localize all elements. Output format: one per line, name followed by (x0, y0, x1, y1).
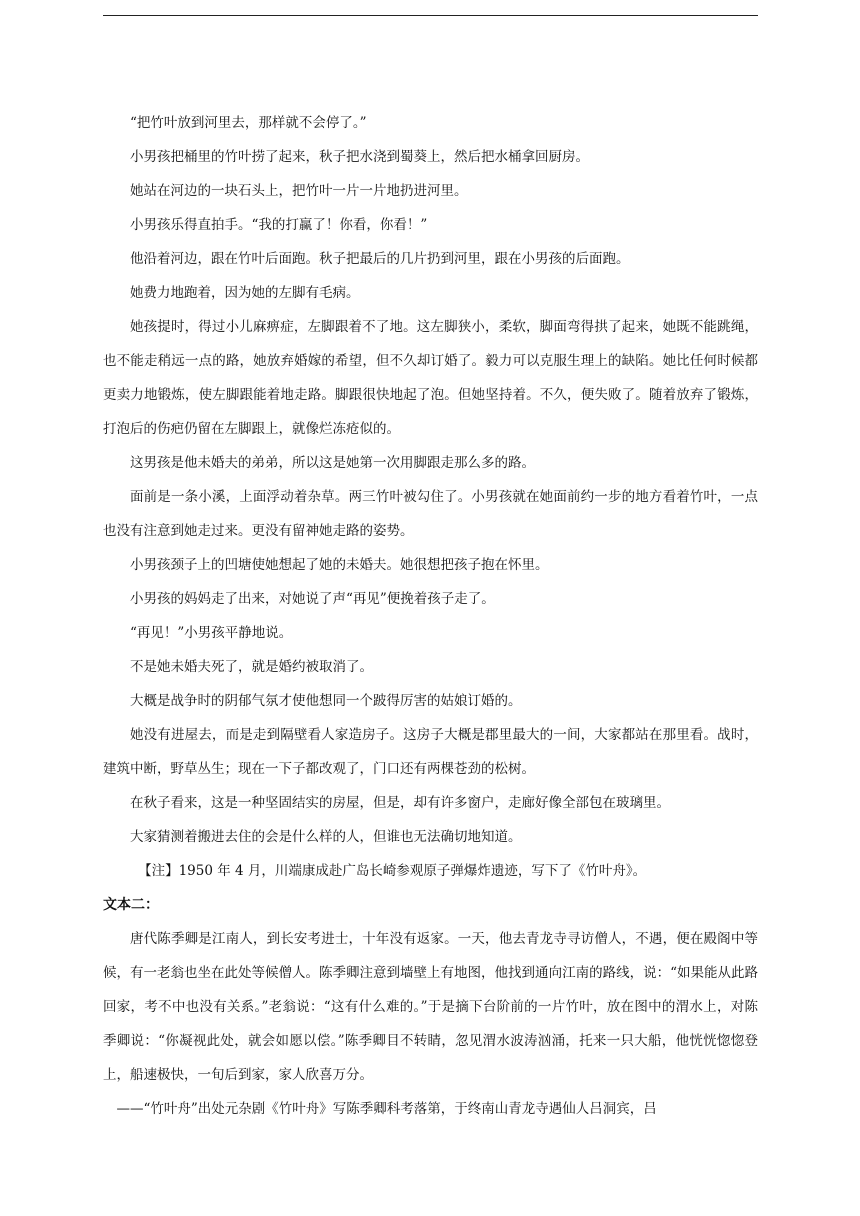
paragraph: 唐代陈季卿是江南人，到长安考进士，十年没有返家。一天，他去青龙寺寻访僧人，不遇，便在殿阁中等候，有一老翁也坐在此处等候僧人。陈季卿注意到墙壁上有地图，他找到通向江南的路线，说：“如果能从此路回家，考不中也没有关系。”老翁说：“这有什么难的。”于是摘下台阶前的一片竹叶，放在图中的渭水上，对陈季卿说：“你凝视此处，就会如愿以偿。”陈季卿目不转睛，忽见渭水波涛汹涌，托来一只大船，他恍恍惚惚登上，船速极快，一旬后到家，家人欣喜万分。 (103, 931, 758, 1083)
section-heading: 文本二： (103, 897, 159, 913)
paragraph: “再见！”小男孩平静地说。 (130, 625, 293, 641)
source-note: ——“竹叶舟”出处元杂剧《竹叶舟》写陈季卿科考落第，于终南山青龙寺遇仙人吕洞宾，吕 (116, 1101, 657, 1117)
paragraph: 小男孩的妈妈走了出来，对她说了声“再见”便挽着孩子走了。 (130, 591, 495, 607)
paragraph: 他沿着河边，跟在竹叶后面跑。秋子把最后的几片扔到河里，跟在小男孩的后面跑。 (130, 251, 630, 267)
paragraph: 面前是一条小溪，上面浮动着杂草。两三竹叶被勾住了。小男孩就在她面前约一步的地方看着竹叶，一点也没有注意到她走过来。更没有留神她走路的姿势。 (103, 489, 758, 539)
footnote: 【注】1950 年 4 月，川端康成赴广岛长崎参观原子弹爆炸遗迹，写下了《竹叶舟》。 (138, 863, 647, 879)
paragraph: “把竹叶放到河里去，那样就不会停了。” (130, 115, 367, 131)
paragraph: 她费力地跑着，因为她的左脚有毛病。 (130, 285, 360, 301)
paragraph: 小男孩颈子上的凹塘使她想起了她的未婚夫。她很想把孩子抱在怀里。 (130, 557, 549, 573)
paragraph: 大概是战争时的阴郁气氛才使他想同一个跛得厉害的姑娘订婚的。 (130, 693, 522, 709)
paragraph: 不是她未婚夫死了，就是婚约被取消了。 (130, 659, 373, 675)
paragraph: 她孩提时，得过小儿麻痹症，左脚跟着不了地。这左脚狭小，柔软，脚面弯得拱了起来，她既不能跳绳，也不能走稍远一点的路，她放弃婚嫁的希望，但不久却订婚了。毅力可以克服生理上的缺陷。她比任何时候都更卖力地锻炼，使左脚跟能着地走路。脚跟很快地起了泡。但她坚持着。不久，便失败了。随着放弃了锻炼，打泡后的伤疤仍留在左脚跟上，就像烂冻疮似的。 (103, 319, 758, 437)
paragraph: 小男孩乐得直拍手。“我的打赢了！你看，你看！” (130, 217, 428, 233)
header-rule (103, 15, 758, 16)
paragraph: 她没有进屋去，而是走到隔壁看人家造房子。这房子大概是郡里最大的一间，大家都站在那里看。战时，建筑中断，野草丛生；现在一下子都改观了，门口还有两棵苍劲的松树。 (103, 727, 758, 777)
paragraph: 小男孩把桶里的竹叶捞了起来，秋子把水浇到蜀葵上，然后把水桶拿回厨房。 (130, 149, 589, 165)
paragraph: 在秋子看来，这是一种坚固结实的房屋，但是，却有许多窗户，走廊好像全部包在玻璃里。 (130, 795, 670, 811)
paragraph: 这男孩是他未婚夫的弟弟，所以这是她第一次用脚跟走那么多的路。 (130, 455, 535, 471)
paragraph: 她站在河边的一块石头上，把竹叶一片一片地扔进河里。 (130, 183, 468, 199)
document-body (103, 106, 758, 1126)
paragraph: 大家猜测着搬进去住的会是什么样的人，但谁也无法确切地知道。 (130, 829, 522, 845)
